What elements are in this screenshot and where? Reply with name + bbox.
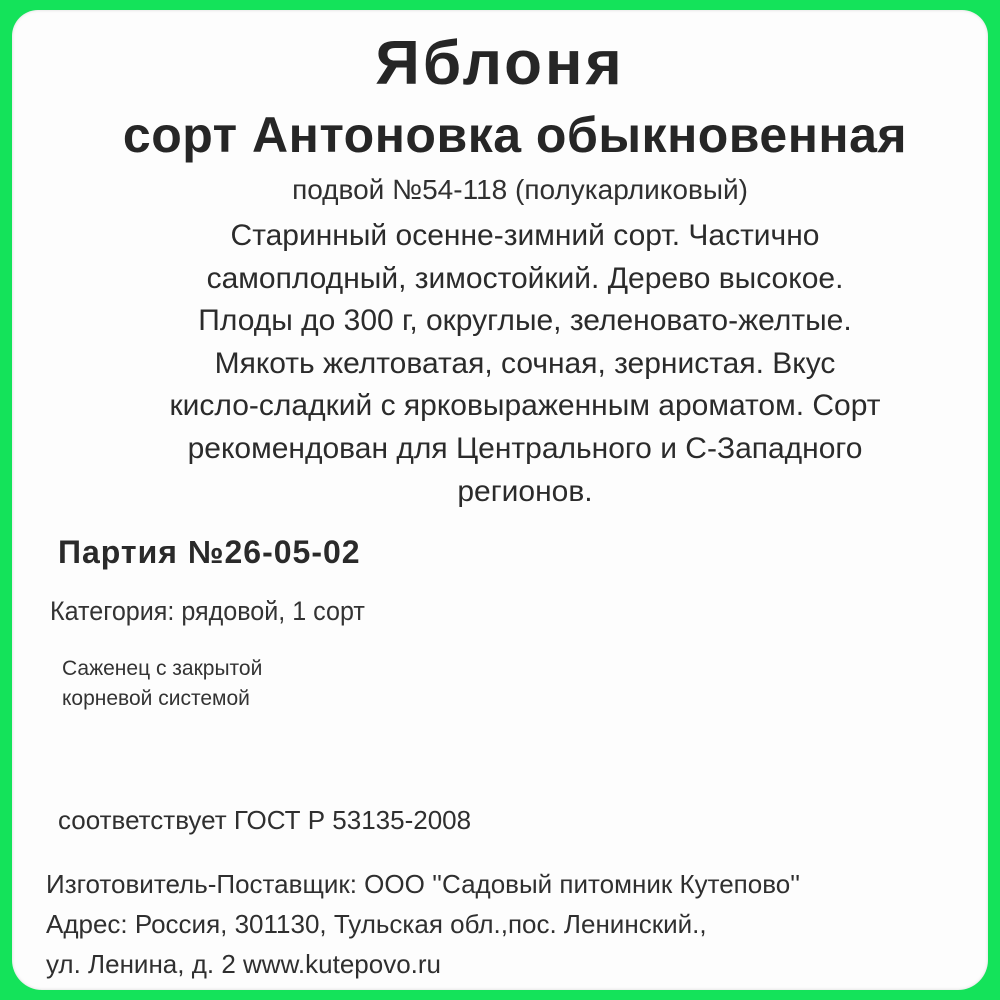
seedling-line: корневой системой [62,687,250,710]
batch-number: Партия №26-05-02 [58,534,361,570]
description-line: рекомендован для Центрального и С-Западного [187,431,863,465]
description-line: регионов. [457,474,593,508]
address-line: Адрес: Россия, 301130, Тульская обл.,пос. Ленинский., [46,909,707,939]
variety-description [62,215,988,513]
product-label [12,10,988,990]
product-title: Яблоня [375,29,625,98]
category-info: Категория: рядовой, 1 сорт [50,596,365,626]
gost-compliance: соответствует ГОСТ Р 53135-2008 [58,805,472,835]
manufacturer-line: Изготовитель-Поставщик: ООО ''Садовый питомник Кутепово'' [46,869,801,899]
description-line: кисло-сладкий с ярковыраженным ароматом. Сорт [169,389,881,423]
address-line: ул. Ленина, д. 2 www.kutepovo.ru [46,949,442,979]
description-line: Мякоть желтоватая, сочная, зернистая. Вкус [214,346,836,380]
manufacturer-info [46,864,800,984]
seedling-type [62,654,262,714]
description-line: Старинный осенне-зимний сорт. Частично [230,219,820,252]
rootstock-info: подвой №54-118 (полукарликовый) [292,174,748,205]
description-line: Плоды до 300 г, округлые, зеленовато-желтые. [198,304,852,338]
variety-name: сорт Антоновка обыкновенная [122,107,908,163]
seedling-line: Саженец с закрытой [62,657,263,680]
description-line: самоплодный, зимостойкий. Дерево высокое. [206,261,844,295]
